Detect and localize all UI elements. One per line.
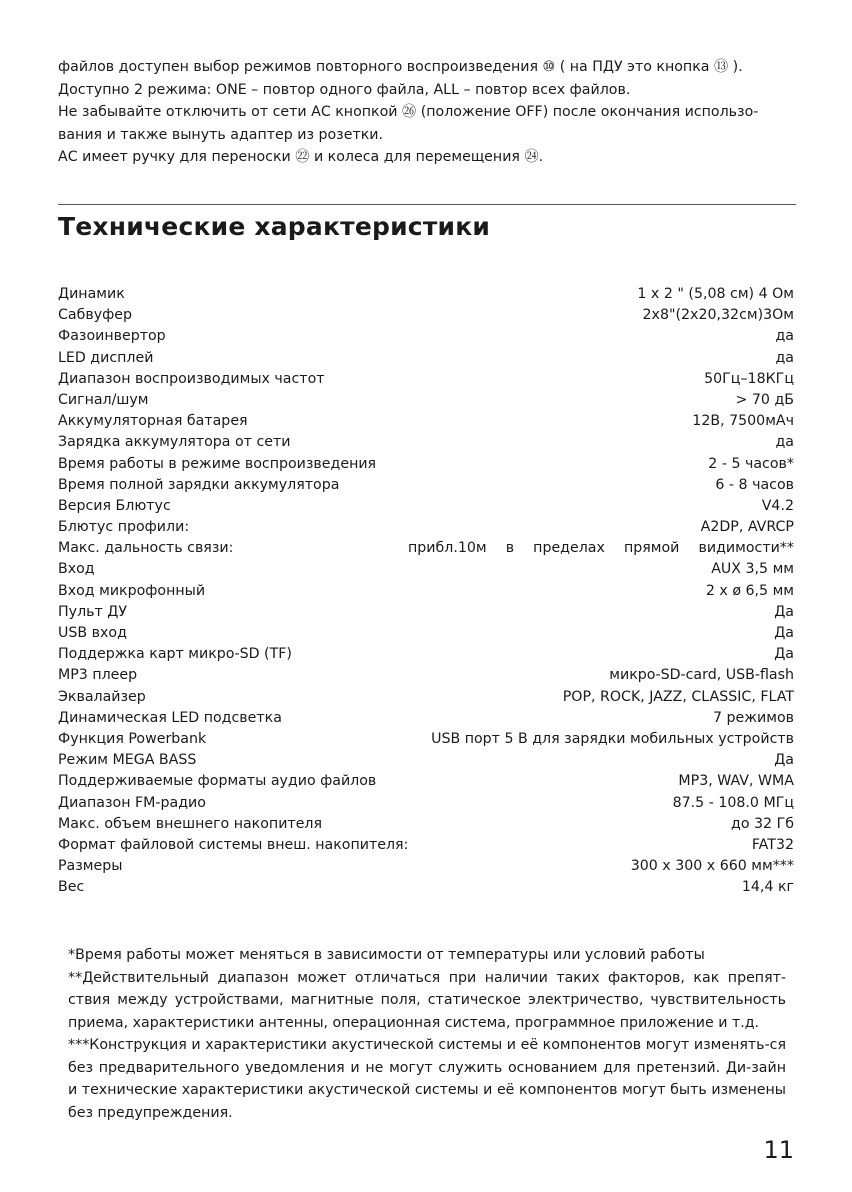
spec-value: 7 режимов [712, 709, 794, 726]
spec-label: Время полной зарядки аккумулятора [58, 476, 340, 493]
intro-text [58, 56, 798, 169]
spec-value: USB порт 5 В для зарядки мобильных устройств [431, 730, 794, 747]
spec-value: да [775, 349, 794, 366]
spec-row [58, 583, 794, 604]
spec-row [58, 413, 794, 434]
spec-label: Диапазон воспроизводимых частот [58, 370, 325, 387]
intro-paragraph: Не забывайте отключить от сети АС кнопкой ㉖ (положение OFF) после окончания использо-вания и также вынуть адаптер из розетки. [58, 104, 759, 143]
spec-label: Сигнал/шум [58, 391, 149, 408]
spec-value: микро-SD-card, USB-flash [609, 667, 794, 684]
spec-row [58, 625, 794, 646]
spec-row [58, 434, 794, 455]
spec-row [58, 498, 794, 519]
intro-paragraph: Доступно 2 режима: ONE – повтор одного файла, ALL – повтор всех файлов. [58, 81, 631, 98]
spec-value: POP, ROCK, JAZZ, CLASSIC, FLAT [562, 688, 794, 705]
spec-row [58, 456, 794, 477]
spec-label: Режим MEGA BASS [58, 752, 197, 769]
spec-value: 1 х 2 " (5,08 см) 4 Ом [637, 286, 794, 302]
spec-row [58, 689, 794, 710]
spec-value: 2 - 5 часов* [708, 455, 794, 472]
spec-value: да [775, 434, 794, 451]
spec-row [58, 392, 794, 413]
spec-label: Макс. дальность связи: [58, 540, 234, 557]
spec-row [58, 879, 794, 900]
spec-row [58, 604, 794, 625]
spec-label: Зарядка аккумулятора от сети [58, 434, 291, 451]
spec-label: Вес [58, 879, 85, 896]
spec-row [58, 752, 794, 773]
spec-label: Динамик [58, 286, 125, 302]
spec-label: Поддерживаемые форматы аудио файлов [58, 773, 377, 790]
spec-value: MP3, WAV, WMA [678, 773, 794, 790]
footnotes [68, 944, 786, 1124]
spec-value: Да [774, 752, 794, 769]
spec-label: Фазоинвертор [58, 328, 166, 345]
spec-label: Формат файловой системы внеш. накопителя: [58, 836, 409, 853]
spec-value: A2DP, AVRCP [700, 519, 794, 536]
spec-table [58, 286, 794, 900]
spec-label: Пульт ДУ [58, 603, 127, 620]
spec-value: 6 - 8 часов [715, 476, 794, 493]
spec-label: Размеры [58, 858, 123, 875]
spec-label: Версия Блютус [58, 497, 171, 514]
spec-row [58, 646, 794, 667]
spec-value: 14,4 кг [741, 879, 794, 896]
spec-value: Да [774, 603, 794, 620]
footnote: *Время работы может меняться в зависимости от температуры или условий работы [68, 947, 705, 963]
spec-value: да [775, 328, 794, 345]
spec-value: 2х8"(2х20,32см)3Ом [642, 307, 794, 324]
spec-row [58, 371, 794, 392]
spec-label: Время работы в режиме воспроизведения [58, 455, 377, 472]
footnote: ***Конструкция и характеристики акустической системы и её компонентов могут изменять-ся без предварительного уведомления и не могут служить основанием для претензий. Ди-зайн и технические характеристики акустической системы и её компонентов могут быть изменены без предупреждения. [68, 1037, 786, 1121]
spec-value: 50Гц–18КГц [704, 370, 794, 387]
spec-row [58, 328, 794, 349]
footnote: **Действительный диапазон может отличаться при наличии таких факторов, как препят-ствия между устройствами, магнитные поля, статическое электричество, чувствительность приема, характеристики антенны, операционная система, программное приложение и т.д. [68, 969, 786, 1031]
spec-value: Да [774, 646, 794, 663]
spec-value: прибл.10м в пределах прямой видимости** [408, 540, 794, 557]
spec-value: AUX 3,5 мм [711, 561, 794, 578]
spec-label: USB вход [58, 625, 127, 641]
spec-label: Поддержка карт микро-SD (TF) [58, 646, 292, 663]
spec-value: 87.5 - 108.0 МГц [672, 794, 794, 811]
spec-value: 12В, 7500мАч [692, 413, 794, 430]
section-divider [58, 204, 796, 205]
spec-row [58, 773, 794, 794]
spec-row [58, 561, 794, 582]
spec-label: Сабвуфер [58, 307, 132, 324]
spec-row [58, 350, 794, 371]
spec-row [58, 307, 794, 328]
spec-label: Вход микрофонный [58, 582, 206, 599]
spec-label: Эквалайзер [58, 688, 146, 705]
spec-label: Вход [58, 561, 95, 578]
spec-value: V4.2 [761, 497, 794, 514]
spec-label: Аккумуляторная батарея [58, 413, 248, 430]
spec-value: FAT32 [751, 836, 794, 853]
spec-label: MP3 плеер [58, 667, 138, 684]
intro-paragraph: файлов доступен выбор режимов повторного воспроизведения ⑩ ( на ПДУ это кнопка ⑬ ). [58, 59, 743, 75]
spec-value: Да [774, 625, 794, 641]
spec-row [58, 837, 794, 858]
spec-row [58, 286, 794, 307]
spec-label: LED дисплей [58, 349, 154, 366]
spec-row [58, 816, 794, 837]
page-number: 11 [763, 1136, 794, 1164]
spec-row [58, 477, 794, 498]
spec-value: до 32 Гб [731, 815, 794, 832]
spec-label: Функция Powerbank [58, 730, 207, 747]
spec-label: Блютус профили: [58, 519, 190, 536]
spec-row [58, 731, 794, 752]
spec-row [58, 795, 794, 816]
spec-row [58, 519, 794, 540]
spec-label: Динамическая LED подсветка [58, 709, 282, 726]
spec-row [58, 540, 794, 561]
spec-label: Макс. объем внешнего накопителя [58, 815, 323, 832]
spec-value: > 70 дБ [735, 391, 794, 408]
spec-row [58, 858, 794, 879]
section-title: Технические характеристики [58, 212, 491, 241]
spec-label: Диапазон FM-радио [58, 794, 206, 811]
spec-value: 300 х 300 х 660 мм*** [630, 858, 794, 875]
spec-value: 2 х ø 6,5 мм [705, 582, 794, 599]
intro-paragraph: АС имеет ручку для переноски ㉒ и колеса для перемещения ㉔. [58, 149, 544, 165]
spec-row [58, 667, 794, 688]
spec-row [58, 710, 794, 731]
